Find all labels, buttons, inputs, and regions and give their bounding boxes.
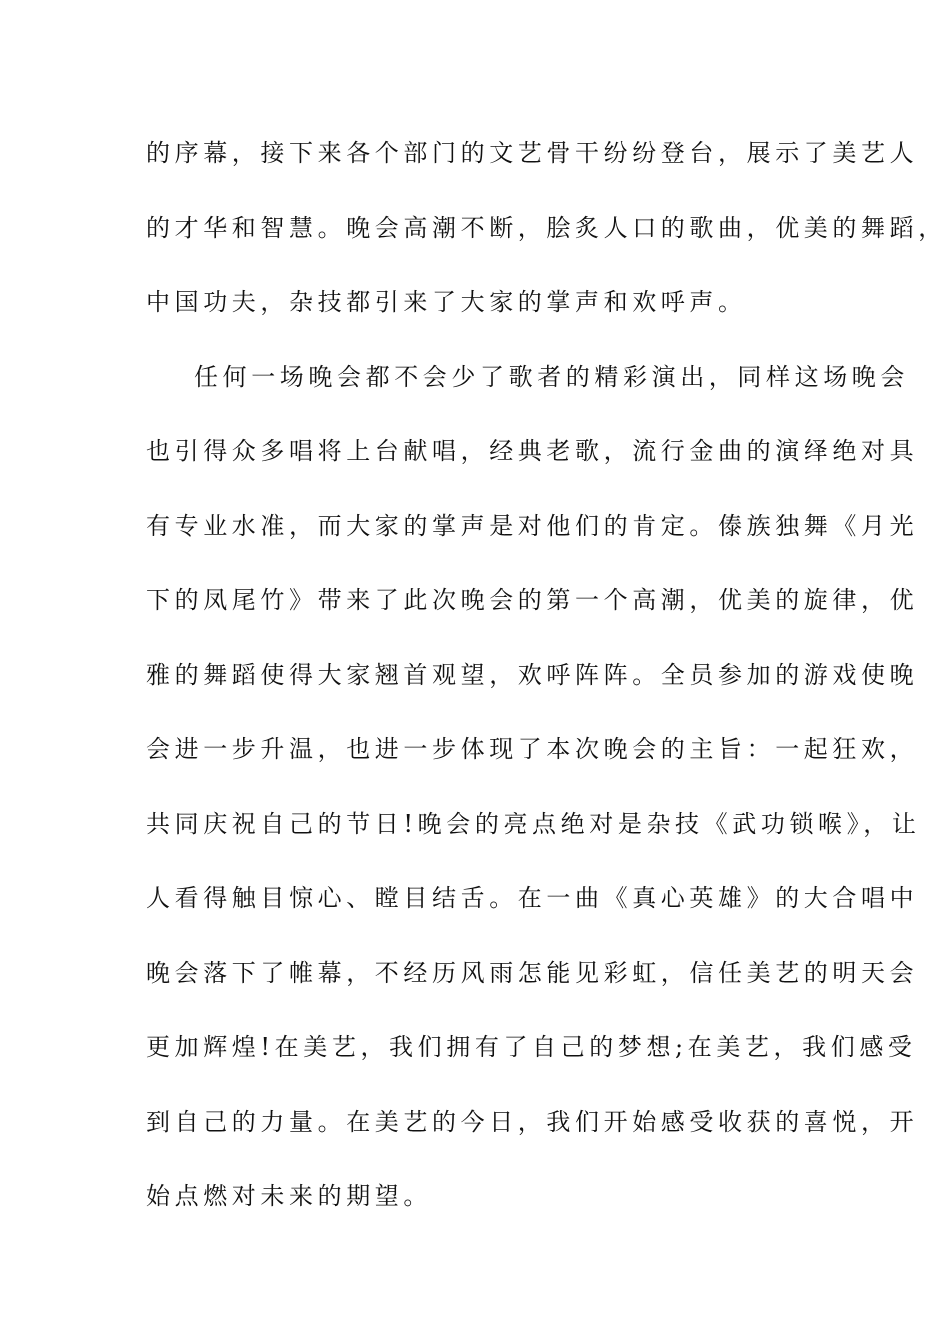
text-line: 的序幕，接下来各个部门的文艺骨干纷纷登台，展示了美艺人 bbox=[146, 139, 919, 167]
body-text bbox=[146, 128, 947, 1246]
paragraph-start-line: 任何一场晚会都不会少了歌者的精彩演出，同样这场晚会 bbox=[194, 362, 909, 391]
text-line: 也引得众多唱将上台献唱，经典老歌，流行金曲的演绎绝对具 bbox=[146, 437, 919, 465]
text-line: 始点燃对未来的期望。 bbox=[146, 1182, 432, 1210]
text-line: 会进一步升温，也进一步体现了本次晚会的主旨：一起狂欢， bbox=[146, 735, 919, 763]
text-line: 中国功夫，杂技都引来了大家的掌声和欢呼声。 bbox=[146, 288, 747, 316]
text-line: 晚会落下了帷幕，不经历风雨怎能见彩虹，信任美艺的明天会 bbox=[146, 958, 919, 987]
text-line: 有专业水准，而大家的掌声是对他们的肯定。傣族独舞《月光 bbox=[146, 511, 919, 540]
text-line: 下的凤尾竹》带来了此次晚会的第一个高潮，优美的旋律，优 bbox=[146, 586, 919, 614]
text-line: 的才华和智慧。晚会高潮不断，脍炙人口的歌曲，优美的舞蹈， bbox=[146, 213, 947, 242]
text-line: 人看得触目惊心、瞠目结舌。在一曲《真心英雄》的大合唱中 bbox=[146, 884, 919, 912]
text-line: 共同庆祝自己的节日!晚会的亮点绝对是杂技《武功锁喉》，让 bbox=[146, 809, 921, 838]
text-line: 到自己的力量。在美艺的今日，我们开始感受收获的喜悦，开 bbox=[146, 1107, 919, 1136]
text-line: 更加辉煌!在美艺，我们拥有了自己的梦想;在美艺，我们感受 bbox=[146, 1033, 917, 1061]
text-line: 雅的舞蹈使得大家翘首观望，欢呼阵阵。全员参加的游戏使晚 bbox=[146, 660, 919, 689]
